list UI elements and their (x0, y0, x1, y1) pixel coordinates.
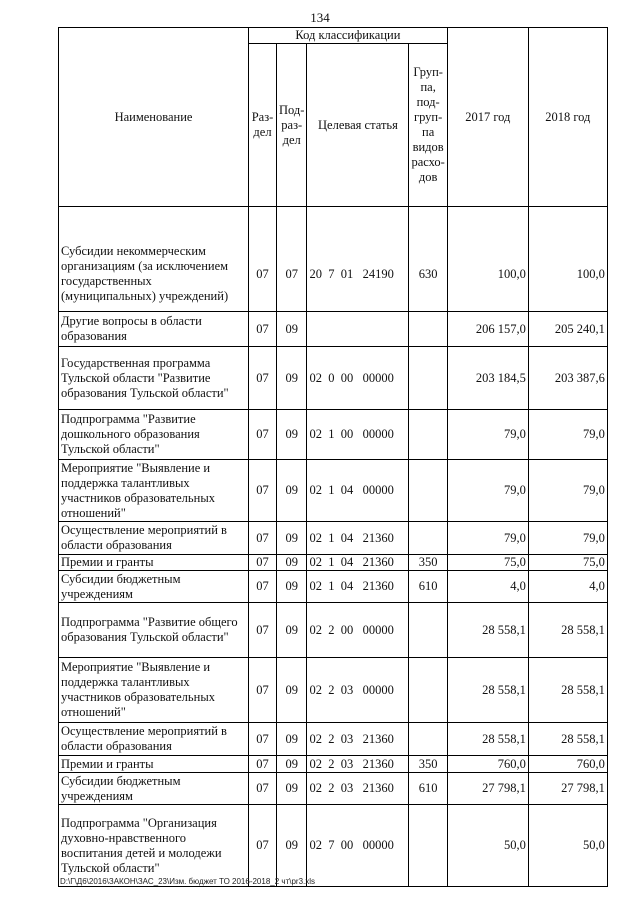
row-target-article: 02 2 00 00000 (307, 603, 409, 658)
row-amount-2017: 4,0 (447, 571, 528, 603)
header-subsection: Под- раз- дел (277, 44, 307, 207)
table-row (59, 207, 608, 312)
row-subsection: 09 (277, 723, 307, 756)
row-amount-2018: 28 558,1 (528, 603, 607, 658)
row-section: 07 (249, 347, 277, 410)
row-expense-type (409, 347, 447, 410)
row-amount-2018: 27 798,1 (528, 773, 607, 805)
row-amount-2017: 760,0 (447, 756, 528, 773)
header-section: Раз- дел (249, 44, 277, 207)
row-name: Субсидии некоммерческим организациям (за исключением государственных (муниципальных) учреждений) (59, 207, 249, 312)
row-expense-type (409, 460, 447, 522)
row-expense-type (409, 723, 447, 756)
row-expense-type (409, 312, 447, 347)
header-expense-type: Груп- па, под- груп- па видов расхо- дов (409, 44, 447, 207)
row-amount-2018: 28 558,1 (528, 658, 607, 723)
row-subsection: 09 (277, 555, 307, 571)
table-row (59, 460, 608, 522)
row-amount-2018: 79,0 (528, 460, 607, 522)
row-amount-2017: 27 798,1 (447, 773, 528, 805)
budget-table (58, 27, 608, 887)
row-subsection: 07 (277, 207, 307, 312)
table-row (59, 658, 608, 723)
row-section: 07 (249, 312, 277, 347)
file-path-footer: D:\Г\Д6\2016\ЗАКОН\ЗАС_23\Изм. бюджет ТО 2016-2018_2 чт\pr3.xls (60, 877, 316, 886)
row-amount-2018: 4,0 (528, 571, 607, 603)
row-subsection: 09 (277, 460, 307, 522)
row-target-article: 20 7 01 24190 (307, 207, 409, 312)
row-subsection: 09 (277, 571, 307, 603)
header-target-article: Целевая статья (307, 44, 409, 207)
row-amount-2017: 79,0 (447, 522, 528, 555)
row-target-article: 02 1 00 00000 (307, 410, 409, 460)
row-target-article: 02 7 00 00000 (307, 805, 409, 887)
table-row (59, 312, 608, 347)
row-section: 07 (249, 723, 277, 756)
row-target-article (307, 312, 409, 347)
row-name: Субсидии бюджетным учреждениям (59, 773, 249, 805)
table-row (59, 805, 608, 887)
table-row (59, 723, 608, 756)
row-amount-2017: 203 184,5 (447, 347, 528, 410)
row-amount-2017: 79,0 (447, 410, 528, 460)
row-target-article: 02 2 03 21360 (307, 756, 409, 773)
row-name: Премии и гранты (59, 756, 249, 773)
row-amount-2018: 28 558,1 (528, 723, 607, 756)
row-target-article: 02 1 04 21360 (307, 571, 409, 603)
row-name: Другие вопросы в области образования (59, 312, 249, 347)
row-amount-2018: 205 240,1 (528, 312, 607, 347)
row-amount-2018: 79,0 (528, 410, 607, 460)
header-classification-code: Код классификации (249, 28, 448, 44)
row-target-article: 02 2 03 00000 (307, 658, 409, 723)
row-amount-2018: 79,0 (528, 522, 607, 555)
row-expense-type (409, 410, 447, 460)
table-row (59, 571, 608, 603)
row-expense-type: 350 (409, 756, 447, 773)
row-name: Мероприятие "Выявление и поддержка талантливых участников образовательных отношений" (59, 658, 249, 723)
row-expense-type: 610 (409, 571, 447, 603)
row-amount-2018: 100,0 (528, 207, 607, 312)
header-name: Наименование (59, 28, 249, 207)
row-target-article: 02 1 04 21360 (307, 555, 409, 571)
row-subsection: 09 (277, 603, 307, 658)
page-number: 134 (310, 10, 330, 25)
row-expense-type: 610 (409, 773, 447, 805)
row-subsection: 09 (277, 410, 307, 460)
row-expense-type (409, 522, 447, 555)
row-name: Подпрограмма "Организация духовно-нравственного воспитания детей и молодежи Тульской области" (59, 805, 249, 887)
row-amount-2017: 206 157,0 (447, 312, 528, 347)
row-amount-2017: 28 558,1 (447, 723, 528, 756)
row-name: Осуществление мероприятий в области образования (59, 522, 249, 555)
row-expense-type: 630 (409, 207, 447, 312)
row-amount-2017: 75,0 (447, 555, 528, 571)
row-subsection: 09 (277, 773, 307, 805)
header-year-2018: 2018 год (528, 28, 607, 207)
row-expense-type (409, 603, 447, 658)
row-name: Подпрограмма "Развитие дошкольного образования Тульской области" (59, 410, 249, 460)
row-name: Осуществление мероприятий в области образования (59, 723, 249, 756)
row-name: Мероприятие "Выявление и поддержка талантливых участников образовательных отношений" (59, 460, 249, 522)
row-subsection: 09 (277, 347, 307, 410)
table-row (59, 410, 608, 460)
row-amount-2017: 28 558,1 (447, 658, 528, 723)
table-row (59, 347, 608, 410)
table-row (59, 773, 608, 805)
row-section: 07 (249, 522, 277, 555)
row-section: 07 (249, 658, 277, 723)
row-section: 07 (249, 756, 277, 773)
row-amount-2017: 28 558,1 (447, 603, 528, 658)
row-subsection: 09 (277, 805, 307, 887)
row-section: 07 (249, 207, 277, 312)
row-subsection: 09 (277, 312, 307, 347)
row-section: 07 (249, 410, 277, 460)
table-row (59, 555, 608, 571)
row-name: Премии и гранты (59, 555, 249, 571)
row-section: 07 (249, 555, 277, 571)
row-amount-2018: 50,0 (528, 805, 607, 887)
row-section: 07 (249, 805, 277, 887)
row-amount-2017: 79,0 (447, 460, 528, 522)
row-target-article: 02 2 03 21360 (307, 773, 409, 805)
row-section: 07 (249, 571, 277, 603)
header-year-2017: 2017 год (447, 28, 528, 207)
row-name: Подпрограмма "Развитие общего образования Тульской области" (59, 603, 249, 658)
row-expense-type: 350 (409, 555, 447, 571)
row-target-article: 02 1 04 00000 (307, 460, 409, 522)
row-amount-2018: 75,0 (528, 555, 607, 571)
row-section: 07 (249, 603, 277, 658)
row-subsection: 09 (277, 756, 307, 773)
row-amount-2017: 50,0 (447, 805, 528, 887)
row-name: Субсидии бюджетным учреждениям (59, 571, 249, 603)
row-target-article: 02 2 03 21360 (307, 723, 409, 756)
row-section: 07 (249, 460, 277, 522)
row-target-article: 02 1 04 21360 (307, 522, 409, 555)
row-amount-2018: 203 387,6 (528, 347, 607, 410)
row-subsection: 09 (277, 522, 307, 555)
row-amount-2017: 100,0 (447, 207, 528, 312)
table-row (59, 756, 608, 773)
table-row (59, 603, 608, 658)
row-expense-type (409, 805, 447, 887)
row-name: Государственная программа Тульской области "Развитие образования Тульской области" (59, 347, 249, 410)
row-target-article: 02 0 00 00000 (307, 347, 409, 410)
row-expense-type (409, 658, 447, 723)
table-row (59, 522, 608, 555)
row-subsection: 09 (277, 658, 307, 723)
row-amount-2018: 760,0 (528, 756, 607, 773)
row-section: 07 (249, 773, 277, 805)
